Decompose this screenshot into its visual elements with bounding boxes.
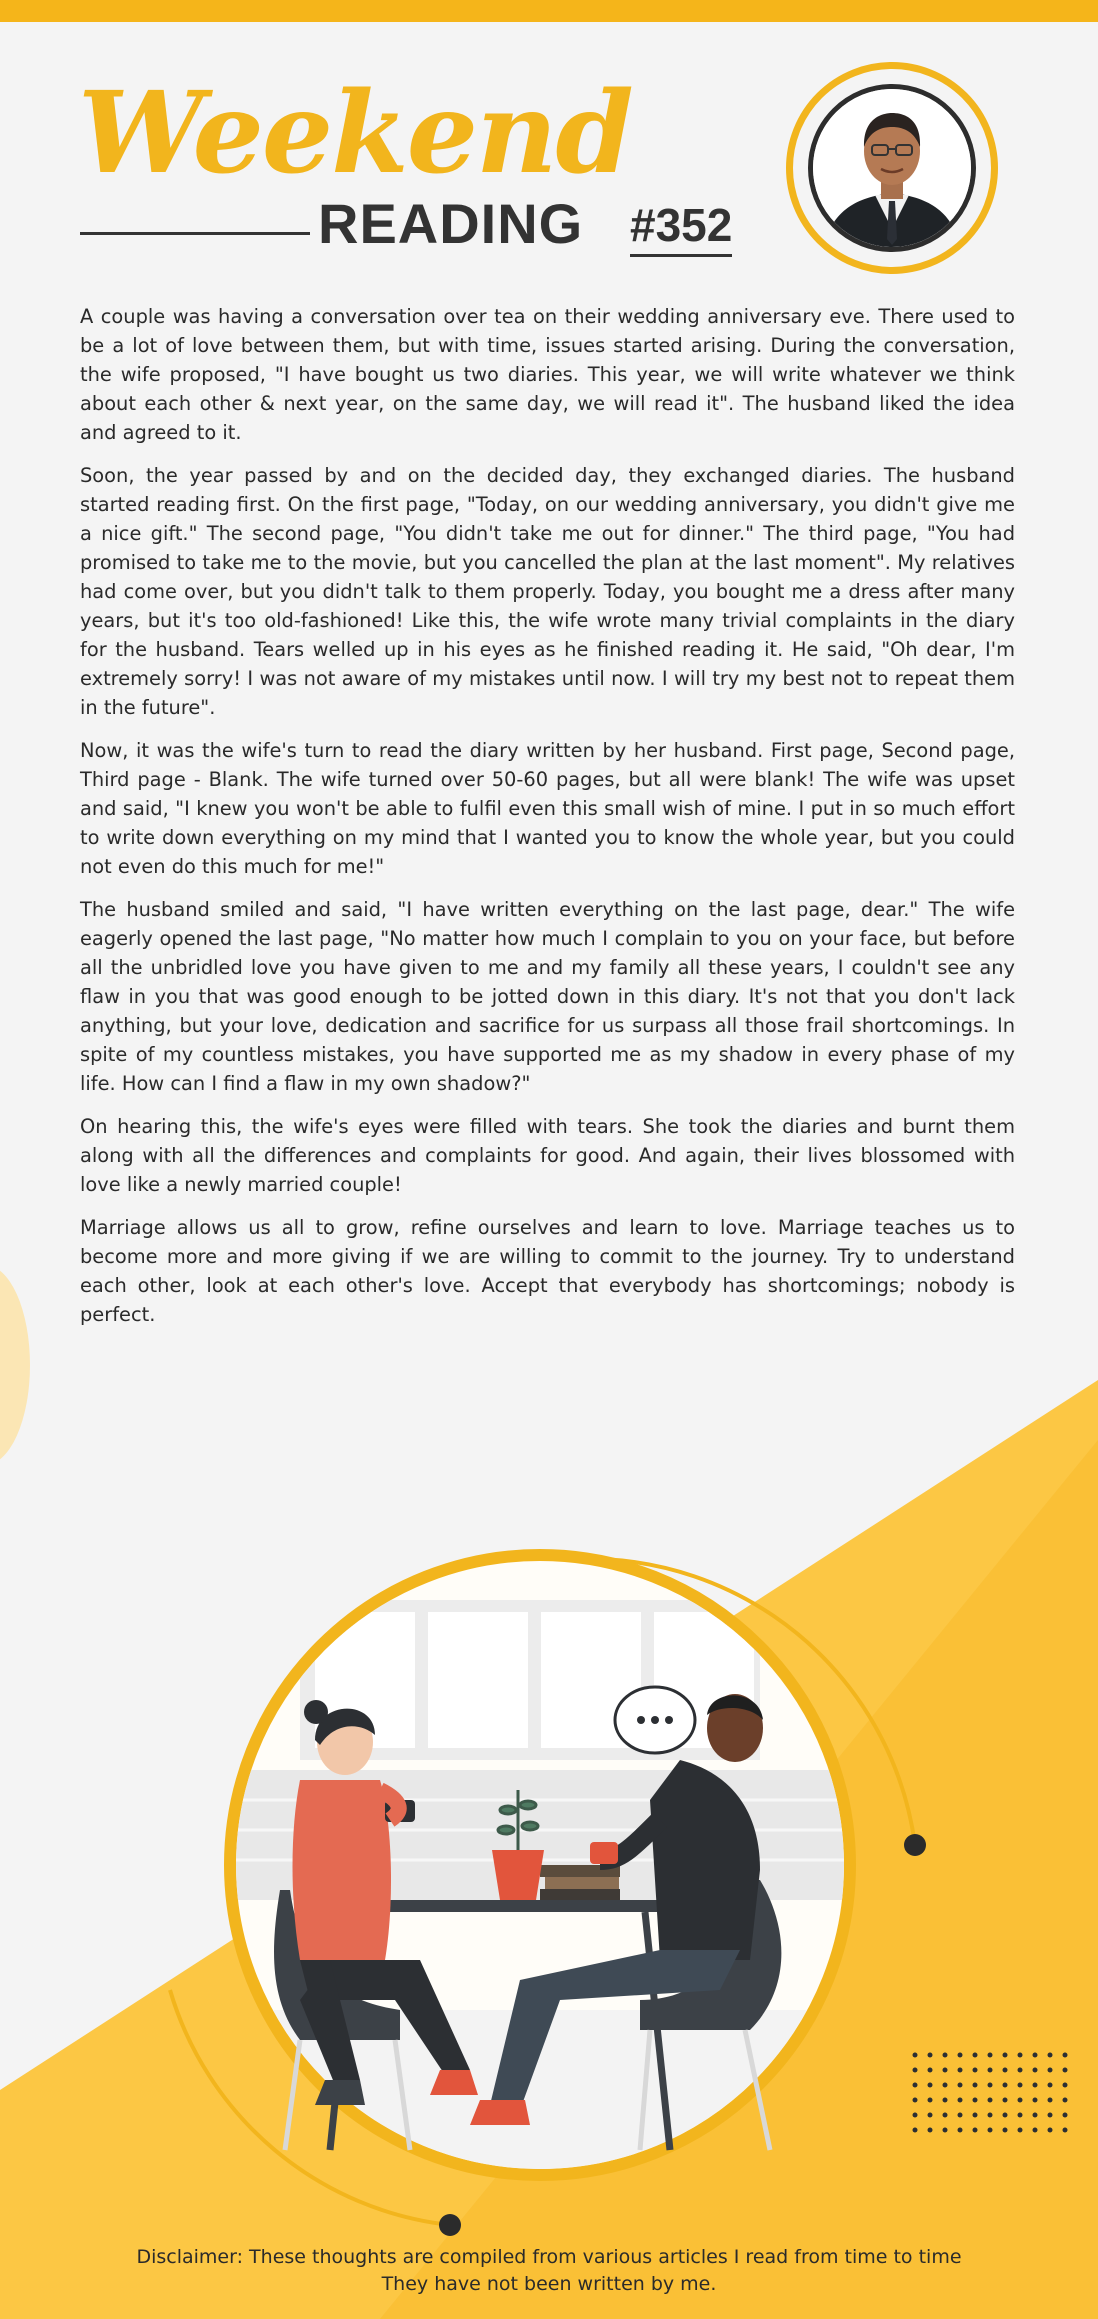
orbit-dot-icon [904,1834,926,1856]
article-paragraph-3: Now, it was the wife's turn to read the diary written by her husband. First page, Second page, Third page - Blank. The wife turned over 50-60 pages, but all were blank! The wife was upset and said, "I knew you won't be able to fulfil even this small wish of mine. I put in so much effort to write down everything on my mind that I wanted you to know the whole year, but you could not even do this much for me!" [80,739,1015,878]
author-avatar [808,84,976,252]
article-paragraph-5: On hearing this, the wife's eyes were filled with tears. She took the diaries and burnt them along with all the differences and complaints for good. And again, their lives blossomed with love like a newly married couple! [80,1115,1015,1196]
article-body [80,302,1015,1343]
article-paragraph-1: A couple was having a conversation over tea on their wedding anniversary eve. There used to be a lot of love between them, but with time, issues started arising. During the conversation, the wife proposed, "I have bought us two diaries. This year, we will write whatever we think about each other & next year, on the same day, we will read it". The husband liked the idea and agreed to it. [80,305,1015,444]
author-portrait-frame [786,62,998,274]
disclaimer-line-1: Disclaimer: These thoughts are compiled from various articles I read from time to time [136,2246,962,2268]
reading-title: READING [318,192,584,255]
couple-tea-illustration [0,1500,1098,2240]
disclaimer-line-2: They have not been written by me. [381,2273,717,2295]
disclaimer [0,2244,1098,2298]
weekend-title: Weekend [78,68,632,199]
article-paragraph-6: Marriage allows us all to grow, refine ourselves and learn to love. Marriage teaches us to become more and more giving if we are willing to commit to the journey. Try to understand each other, look at each other's love. Accept that everybody has shortcomings; nobody is perfect. [80,1216,1015,1326]
plant-pot [492,1850,544,1900]
orbit-dot-icon [439,2214,461,2236]
issue-number: #352 [630,202,732,257]
dot-grid-decoration [913,2053,1068,2133]
author-portrait-icon [813,89,971,247]
top-accent-bar [0,0,1098,22]
article-paragraph-4: The husband smiled and said, "I have written everything on the last page, dear." The wife eagerly opened the last page, "No matter how much I complain to you on your face, but before all the unbridled love you have given to me and my family all these years, I couldn't see any flaw in you that was good enough to be jotted down in this diary. It's not that you don't lack anything, but your love, dedication and sacrifice for us surpass all those frail shortcomings. In spite of my countless mistakes, you have supported me as my shadow in every phase of my life. How can I find a flaw in my own shadow?" [80,898,1015,1095]
article-paragraph-2: Soon, the year passed by and on the decided day, they exchanged diaries. The husband started reading first. On the first page, "Today, on our wedding anniversary, you didn't give me a nice gift." The second page, "You didn't take me out for dinner." The third page, "You had promised to take me to the movie, but you cancelled the plan at the last moment". My relatives had come over, but you didn't talk to them properly. Today, you bought me a dress after many years, but it's too old-fashioned! Like this, the wife wrote many trivial complaints in the diary for the husband. Tears welled up in his eyes as he finished reading it. He said, "Oh dear, I'm extremely sorry! I was not aware of my mistakes until now. I will try my best not to repeat them in the future". [80,464,1015,719]
title-divider-line [80,232,310,235]
